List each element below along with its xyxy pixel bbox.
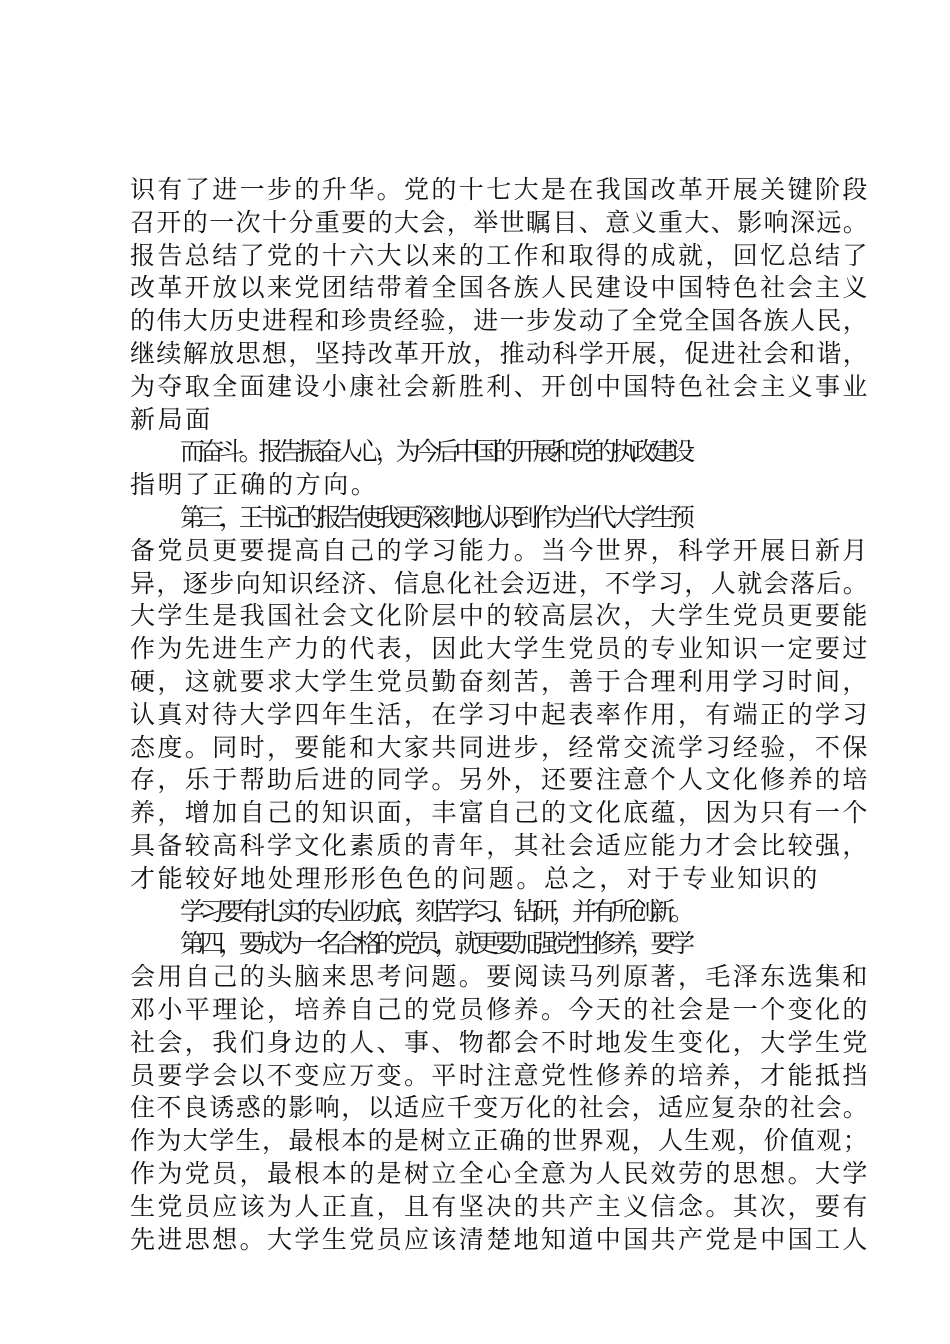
text-line: 指明了正确的方向。	[130, 470, 379, 500]
document-body-text	[130, 174, 870, 1256]
text-line: 为夺取全面建设小康社会新胜利、开创中国特色社会主义事业	[130, 371, 870, 401]
text-line: 召开的一次十分重要的大会，举世瞩目、意义重大、影响深远。	[130, 207, 870, 237]
text-line: 社会，我们身边的人、事、物都会不时地发生变化，大学生党	[130, 1027, 870, 1057]
text-line: 报告总结了党的十六大以来的工作和取得的成就，回忆总结了	[130, 240, 870, 270]
text-line: 异，逐步向知识经济、信息化社会迈进，不学习，人就会落后。	[130, 568, 870, 598]
text-line: 第三，王书记的报告使我更深刻地认识到作为当代大学生预	[180, 502, 690, 532]
text-line: 大学生是我国社会文化阶层中的较高层次，大学生党员更要能	[130, 601, 870, 631]
text-line: 新局面	[130, 404, 213, 434]
text-line: 养，增加自己的知识面，丰富自己的文化底蕴，因为只有一个	[130, 798, 870, 828]
text-line: 员要学会以不变应万变。平时注意党性修养的培养，才能抵挡	[130, 1060, 870, 1090]
text-line: 识有了进一步的升华。党的十七大是在我国改革开展关键阶段	[130, 175, 870, 204]
text-line: 继续解放思想，坚持改革开放，推动科学开展，促进社会和谐，	[130, 338, 870, 368]
text-line: 会用自己的头脑来思考问题。要阅读马列原著，毛泽东选集和	[130, 962, 870, 992]
text-line: 才能较好地处理形形色色的问题。总之，对于专业知识的	[130, 863, 821, 893]
text-line: 生党员应该为人正直，且有坚决的共产主义信念。其次，要有	[130, 1191, 870, 1221]
text-line: 态度。同时，要能和大家共同进步，经常交流学习经验，不保	[130, 732, 870, 762]
text-line: 改革开放以来党团结带着全国各族人民建设中国特色社会主义	[130, 273, 870, 303]
text-line: 的伟大历史进程和珍贵经验，进一步发动了全党全国各族人民，	[130, 306, 870, 336]
text-line: 作为先进生产力的代表，因此大学生党员的专业知识一定要过	[130, 634, 870, 664]
text-line: 第四，要成为一名合格的党员，就更要加强党性修养，要学	[180, 929, 690, 959]
text-line: 认真对待大学四年生活，在学习中起表率作用，有端正的学习	[130, 699, 870, 729]
text-line: 作为大学生，最根本的是树立正确的世界观，人生观，价值观；	[130, 1126, 870, 1156]
text-line: 而奋斗。报告振奋人心，为今后中国的开展和党的执政建设	[180, 437, 690, 467]
text-line: 作为党员，最根本的是树立全心全意为人民效劳的思想。大学	[130, 1158, 870, 1188]
text-line: 学习要有扎实的专业功底，刻苦学习、钻研，并有所创新。	[180, 896, 690, 926]
text-line: 先进思想。大学生党员应该清楚地知道中国共产党是中国工人	[130, 1224, 870, 1254]
text-line: 存，乐于帮助后进的同学。另外，还要注意个人文化修养的培	[130, 765, 870, 795]
text-line: 硬，这就要求大学生党员勤奋刻苦，善于合理利用学习时间，	[130, 666, 870, 696]
text-line: 邓小平理论，培养自己的党员修养。今天的社会是一个变化的	[130, 994, 870, 1024]
text-line: 备党员更要提高自己的学习能力。当今世界，科学开展日新月	[130, 535, 870, 565]
text-line: 具备较高科学文化素质的青年，其社会适应能力才会比较强，	[130, 830, 870, 860]
text-line: 住不良诱惑的影响，以适应千变万化的社会，适应复杂的社会。	[130, 1093, 870, 1123]
